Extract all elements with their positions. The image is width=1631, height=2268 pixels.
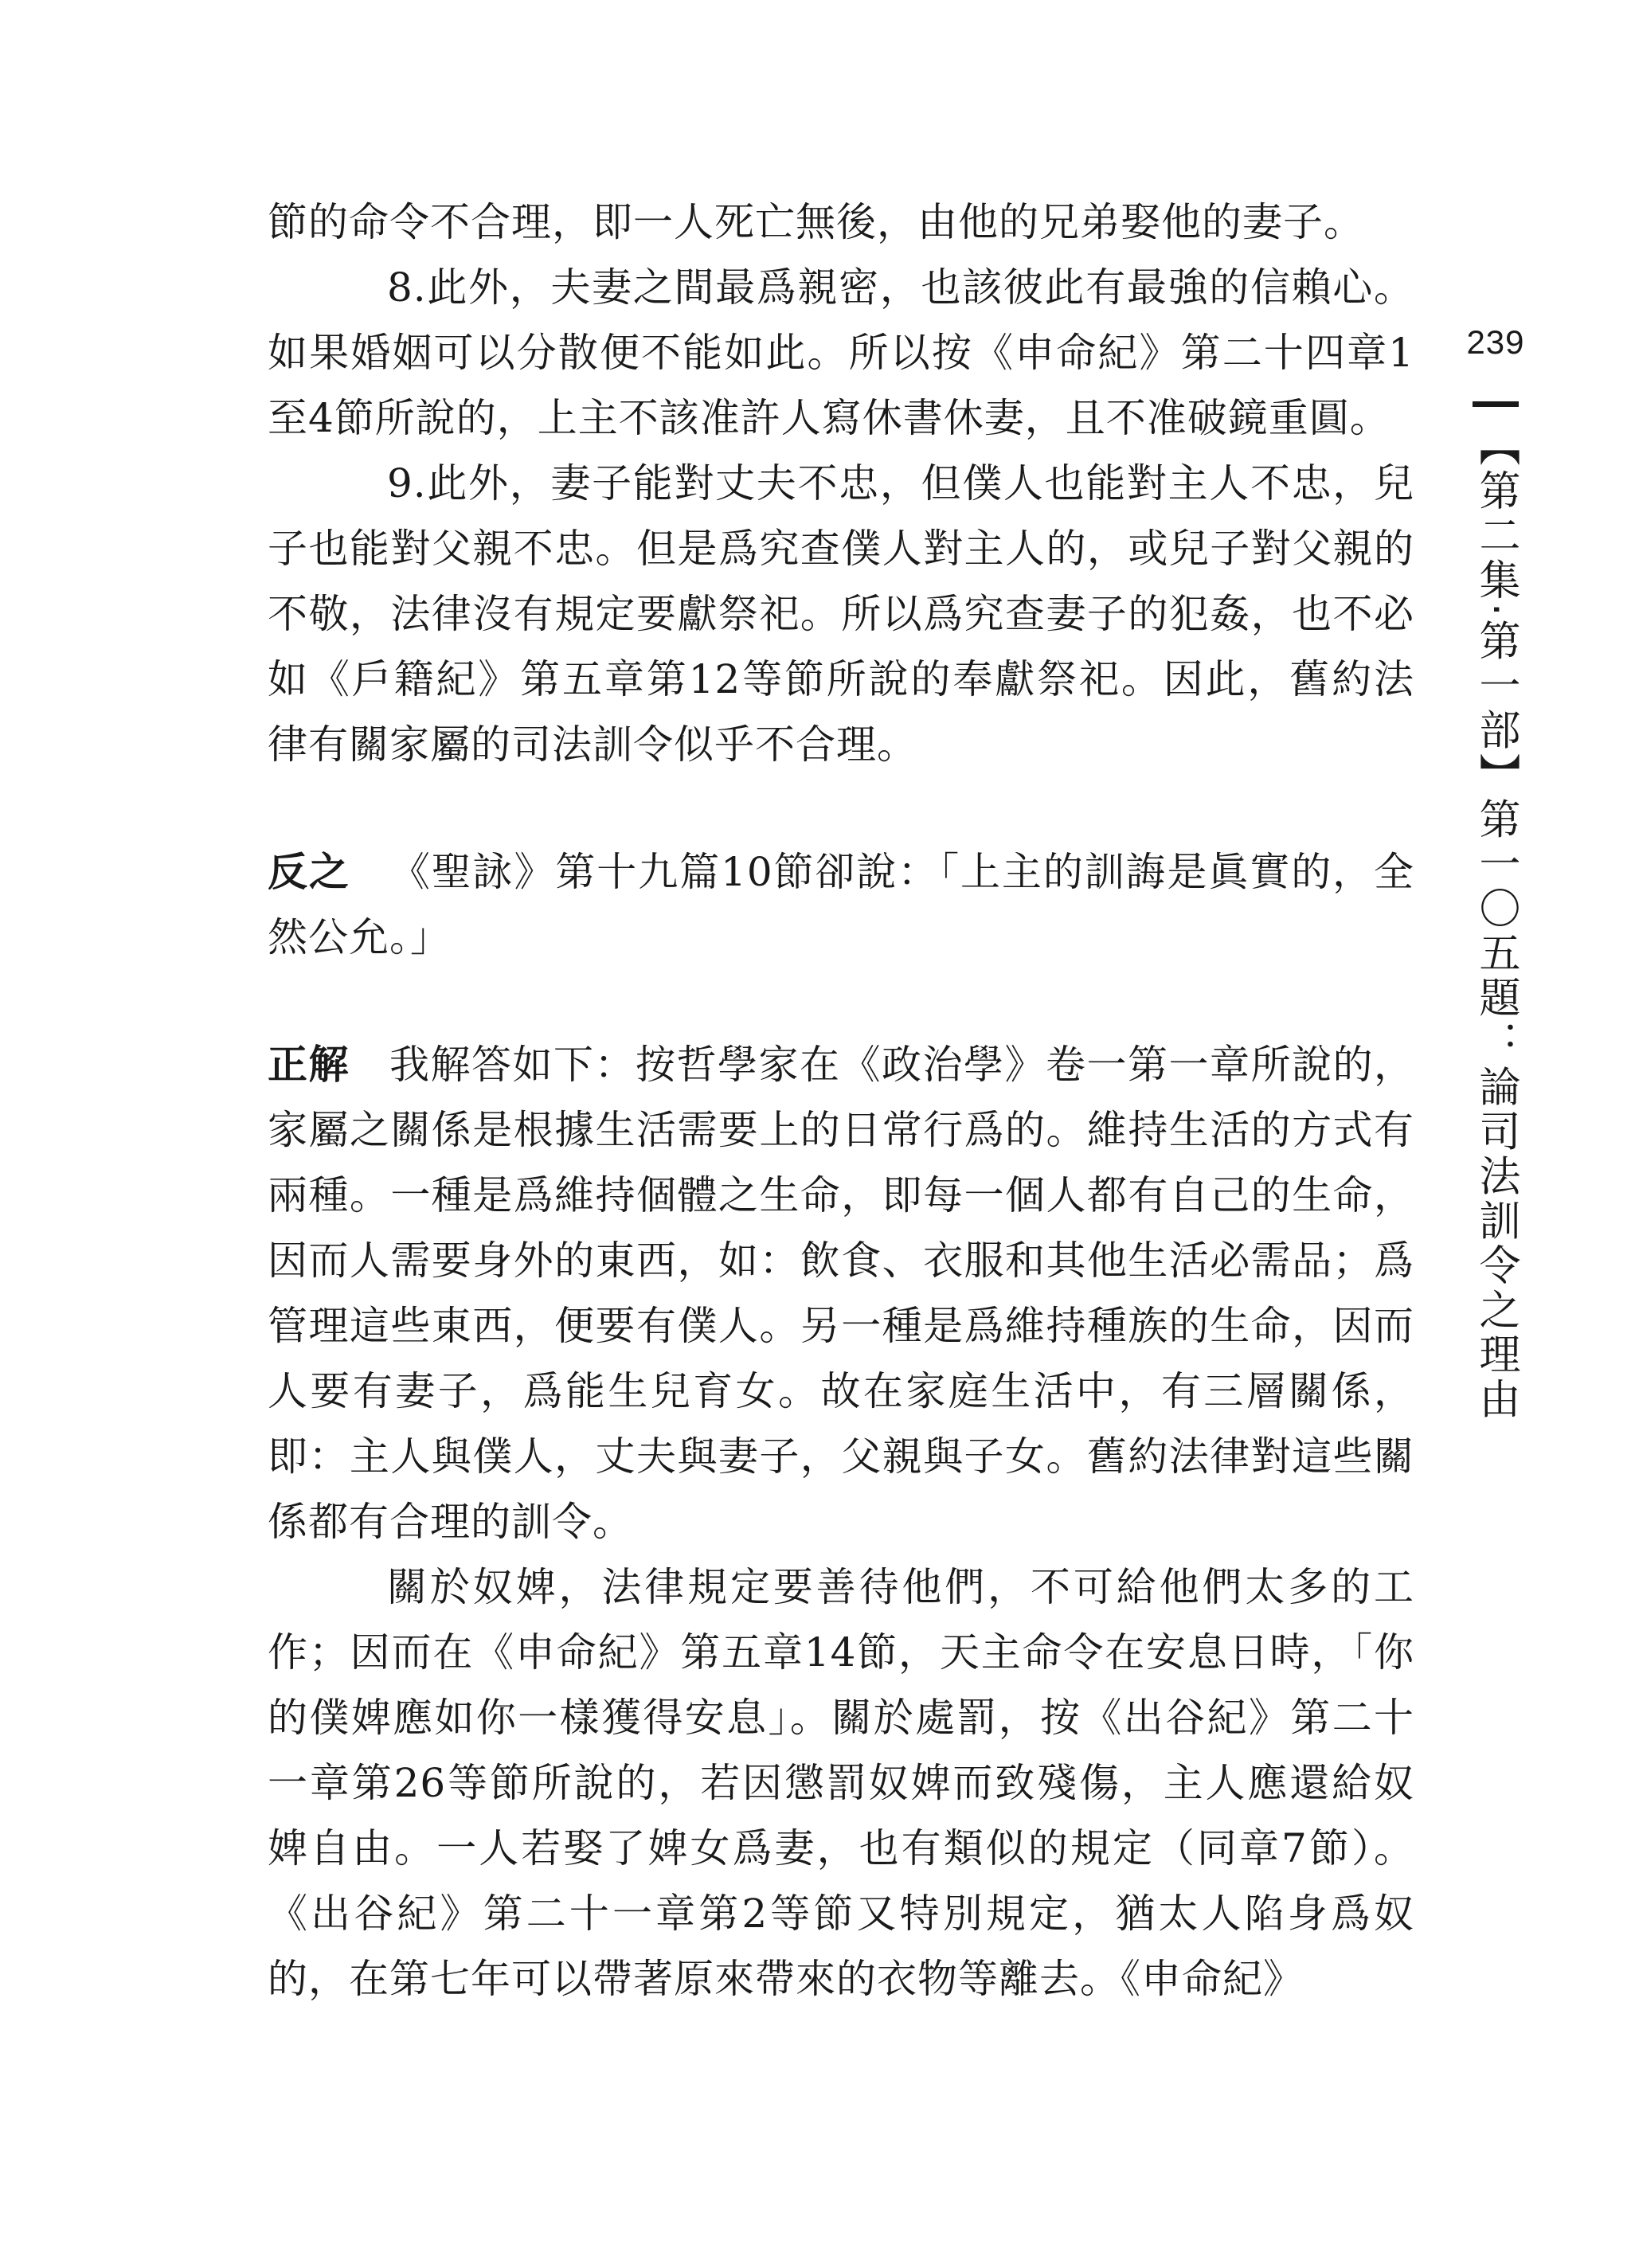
paragraph-article-8: 8.此外，夫妻之間最爲親密，也該彼此有最強的信賴心。如果婚姻可以分散便不能如此。所以按《申命紀》第二十四章1至4節所說的，上主不該准許人寫休書休妻，且不准破鏡重圓。 xyxy=(268,264,1414,441)
paragraph-answer xyxy=(268,1032,1414,1554)
paragraph-on-the-contrary xyxy=(268,839,1414,970)
section-label-on-the-contrary: 反之 xyxy=(268,849,350,895)
scripture-quote: 「你的僕婢應如你一樣獲得安息」 xyxy=(268,1629,1415,1741)
section-label-answer: 正解 xyxy=(268,1042,350,1088)
paragraph-continuation: 節的命令不合理，即一人死亡無後，由他的兄弟娶他的妻子。 xyxy=(268,199,1364,245)
paragraph-article-9: 9.此外，妻子能對丈夫不忠，但僕人也能對主人不忠，兒子也能對父親不忠。但是爲究查僕人對主人的，或兒子對父親的不敬，法律沒有規定要獻祭祀。所以爲究查妻子的犯姦，也不必如《戶籍紀》第五章第12等節所說的奉獻祭祀。因此，舊約法律有關家屬的司法訓令似乎不合理。 xyxy=(268,460,1414,768)
running-head: 【第二集·第一部】第一〇五題：論司法訓令之理由 xyxy=(1472,424,1520,1422)
body-text xyxy=(268,190,1414,2012)
paragraph-servants xyxy=(268,1554,1414,2012)
answer-text: 我解答如下：按哲學家在《政治學》卷一第一章所說的，家屬之關係是根據生活需要上的日常行爲的。維持生活的方式有兩種。一種是爲維持個體之生命，即每一個人都有自己的生命，因而人需要身外的東西，如：飲食、衣服和其他生活必需品；爲管理這些東西，便要有僕人。另一種是爲維持種族的生命，因而人要有妻子，爲能生兒育女。故在家庭生活中，有三層關係，即：主人與僕人，丈夫與妻子，父親與子女。舊約法律對這些關係都有合理的訓令。 xyxy=(268,1042,1414,1545)
section-gap xyxy=(268,777,1414,839)
margin-rule xyxy=(1473,401,1519,407)
side-margin xyxy=(1456,319,1535,1422)
section-gap xyxy=(268,970,1414,1032)
servants-text-start: 關於奴婢，法律規定要善待他們，不可給他們太多的工作；因而在《申命紀》第五章14節，天主命令在安息日時， xyxy=(268,1564,1414,1676)
contrary-text: 《聖詠》第十九篇10節卻說： xyxy=(389,849,940,895)
page-number: 239 xyxy=(1466,323,1525,361)
servants-text-end: 。關於處罰，按《出谷紀》第二十一章第26等節所說的，若因懲罰奴婢而致殘傷，主人應還給奴婢自由。一人若娶了婢女爲妻，也有類似的規定（同章7節）。《出谷紀》第二十一章第2等節又特別規定，猶太人陷身爲奴的，在第七年可以帶著原來帶來的衣物等離去。《申命紀》 xyxy=(268,1695,1415,2002)
scripture-quote: 「上主的訓誨是眞實的，全然公允。」 xyxy=(268,849,1415,960)
